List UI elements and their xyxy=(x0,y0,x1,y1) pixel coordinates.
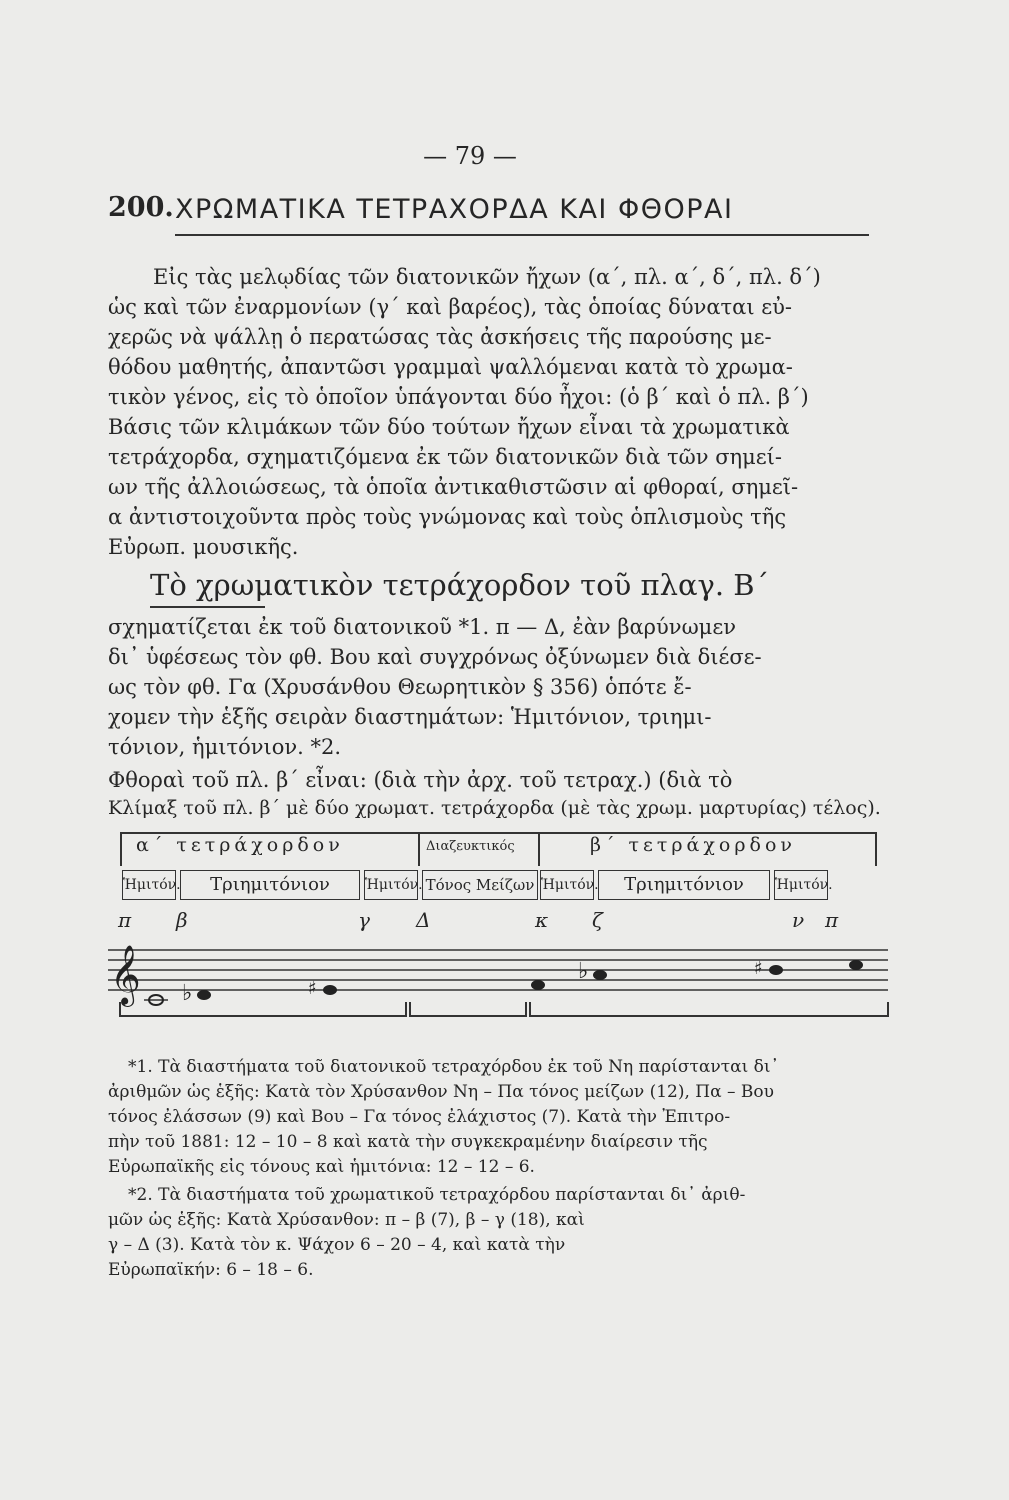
page-number: — 79 — xyxy=(423,142,517,170)
interval-cell: Ἡμιτόν. xyxy=(540,870,594,900)
title-underline xyxy=(175,234,869,236)
staff-notes xyxy=(144,958,863,1006)
table-bar xyxy=(418,832,420,866)
flat-sign: ♭ xyxy=(182,981,193,1006)
group-label-second-tetrachord: β΄ τετράχορδον xyxy=(590,834,796,856)
text-line: α ἀντιστοιχοῦντα πρὸς τοὺς γνώμονας καὶ τοὺς ὁπλισμοὺς τῆς xyxy=(108,505,787,529)
sharp-sign: ♯ xyxy=(754,958,763,979)
footnote-line: *1. Τὰ διαστήματα τοῦ διατονικοῦ τετραχόρδου ἐκ τοῦ Νη παρίστανται δι᾿ xyxy=(128,1057,780,1077)
flat-sign: ♭ xyxy=(578,959,589,984)
text-line: Φθοραὶ τοῦ πλ. β΄ εἶναι: (διὰ τὴν ἀρχ. τοῦ τετραχ.) (διὰ τὸ xyxy=(108,768,733,792)
note-head xyxy=(531,980,545,990)
note-head xyxy=(769,965,783,975)
treble-clef: 𝄞 xyxy=(110,945,141,1005)
intro-paragraph xyxy=(108,262,868,562)
neume-note: ν xyxy=(792,908,805,932)
tetrachord-brackets xyxy=(120,1002,888,1016)
text-line: Κλίμαξ τοῦ πλ. β΄ μὲ δύο χρωματ. τετράχορδα (μὲ τὰς χρωμ. μαρτυρίας) τέλος). xyxy=(108,797,881,819)
text-line: τικὸν γένος, εἰς τὸ ὁποῖον ὑπάγονται δύο ἦχοι: (ὁ β΄ καὶ ὁ πλ. β΄) xyxy=(108,385,809,409)
table-bar xyxy=(875,832,877,866)
music-staff xyxy=(108,920,908,1040)
footnote-line: Εὐρωπαϊκῆς εἰς τόνους καὶ ἡμιτόνια: 12 – 12 – 6. xyxy=(108,1157,535,1177)
text-line: θόδου μαθητής, ἀπαντῶσι γραμμαὶ ψαλλόμεναι κατὰ τὸ χρωμα- xyxy=(108,355,793,379)
subheading-underline xyxy=(150,606,265,608)
bracket xyxy=(530,1002,888,1016)
interval-cell: Τόνος Μείζων xyxy=(422,870,538,900)
interval-cell: Τριημιτόνιον xyxy=(598,870,770,900)
interval-cell: Ἡμιτόν. xyxy=(774,870,828,900)
neume-note: κ xyxy=(535,908,549,932)
footnote-line: ἀριθμῶν ὡς ἑξῆς: Κατὰ τὸν Χρύσανθον Νη – Πα τόνος μείζων (12), Πα – Βου xyxy=(108,1082,774,1102)
footnote-2 xyxy=(108,1183,878,1283)
sharp-sign: ♯ xyxy=(308,978,317,999)
note-head xyxy=(593,970,607,980)
subheading xyxy=(150,568,769,602)
subheading-text: Τὸ χρωματικὸν τετράχορδον τοῦ πλαγ. Β΄ xyxy=(150,568,770,602)
text-line: ων τῆς ἀλλοιώσεως, τὰ ὁποῖα ἀντικαθιστῶσιν αἱ φθοραί, σημεῖ- xyxy=(108,475,799,499)
neume-note: π xyxy=(118,908,132,932)
interval-cell: Ἡμιτόν. xyxy=(364,870,418,900)
text-line: ὡς καὶ τῶν ἐναρμονίων (γ΄ καὶ βαρέος), τὰς ὁποίας δύναται εὐ- xyxy=(108,295,792,319)
footnote-line: τόνος ἐλάσσων (9) καὶ Βου – Γα τόνος ἐλάχιστος (7). Κατὰ τὴν Ἐπιτρο- xyxy=(108,1107,731,1127)
footnote-1 xyxy=(108,1055,878,1180)
text-line: Βάσις τῶν κλιμάκων τῶν δύο τούτων ἤχων εἶναι τὰ χρωματικὰ xyxy=(108,415,790,439)
second-paragraph xyxy=(108,612,868,762)
neume-note: β xyxy=(176,908,188,932)
group-label-disjunctive: Διαζευκτικός xyxy=(426,839,515,854)
note-head xyxy=(197,990,211,1000)
note-head xyxy=(849,960,863,970)
table-bar xyxy=(120,832,122,866)
group-label-first-tetrachord: α΄ τετράχορδον xyxy=(136,834,344,856)
neume-note: π xyxy=(825,908,839,932)
section-number: 200. xyxy=(108,192,174,223)
text-line: ως τὸν φθ. Γα (Χρυσάνθου Θεωρητικὸν § 356) ὁπότε ἔ- xyxy=(108,675,692,699)
footnote-line: *2. Τὰ διαστήματα τοῦ χρωματικοῦ τετραχόρδου παρίστανται δι᾿ ἀριθ- xyxy=(128,1185,746,1205)
footnote-line: πὴν τοῦ 1881: 12 – 10 – 8 καὶ κατὰ τὴν συγκεκραμένην διαίρεσιν τῆς xyxy=(108,1132,708,1152)
section-title: ΧΡΩΜΑΤΙΚΑ ΤΕΤΡΑΧΟΡΔΑ ΚΑΙ ΦΘΟΡΑΙ xyxy=(175,194,734,225)
scale-table xyxy=(120,832,880,904)
neume-note: γ xyxy=(358,908,370,932)
neume-note: Δ xyxy=(416,908,431,932)
table-bar xyxy=(538,832,540,866)
text-line: δι᾿ ὑφέσεως τὸν φθ. Βου καὶ συγχρόνως ὀξύνωμεν διὰ διέσε- xyxy=(108,645,762,669)
interval-cell: Ἡμιτόν. xyxy=(122,870,176,900)
text-line: Εἰς τὰς μελῳδίας τῶν διατονικῶν ἤχων (α΄, πλ. α΄, δ΄, πλ. δ΄) xyxy=(153,265,821,289)
note-head xyxy=(323,985,337,995)
text-line: τετράχορδα, σχηματιζόμενα ἐκ τῶν διατονικῶν διὰ τῶν σημεί- xyxy=(108,445,782,469)
bracket xyxy=(410,1002,526,1016)
bracket xyxy=(120,1002,406,1016)
footnote-line: Εὐρωπαϊκήν: 6 – 18 – 6. xyxy=(108,1260,314,1280)
neume-note: ζ xyxy=(592,908,603,932)
text-line: σχηματίζεται ἐκ τοῦ διατονικοῦ *1. π — Δ, ἐὰν βαρύνωμεν xyxy=(108,615,736,639)
text-line: Εὐρωπ. μουσικῆς. xyxy=(108,535,299,559)
text-line: χερῶς νὰ ψάλλῃ ὁ περατώσας τὰς ἀσκήσεις τῆς παρούσης με- xyxy=(108,325,772,349)
fthorai-lines xyxy=(108,766,881,822)
text-line: χομεν τὴν ἑξῆς σειρὰν διαστημάτων: Ἡμιτόνιον, τριημι- xyxy=(108,705,712,729)
text-line: τόνιον, ἡμιτόνιον. *2. xyxy=(108,735,342,759)
footnote-line: γ – Δ (3). Κατὰ τὸν κ. Ψάχον 6 – 20 – 4, καὶ κατὰ τὴν xyxy=(108,1235,566,1255)
interval-cell: Τριημιτόνιον xyxy=(180,870,360,900)
footnote-line: μῶν ὡς ἑξῆς: Κατὰ Χρύσανθον: π – β (7), β – γ (18), καὶ xyxy=(108,1210,585,1230)
